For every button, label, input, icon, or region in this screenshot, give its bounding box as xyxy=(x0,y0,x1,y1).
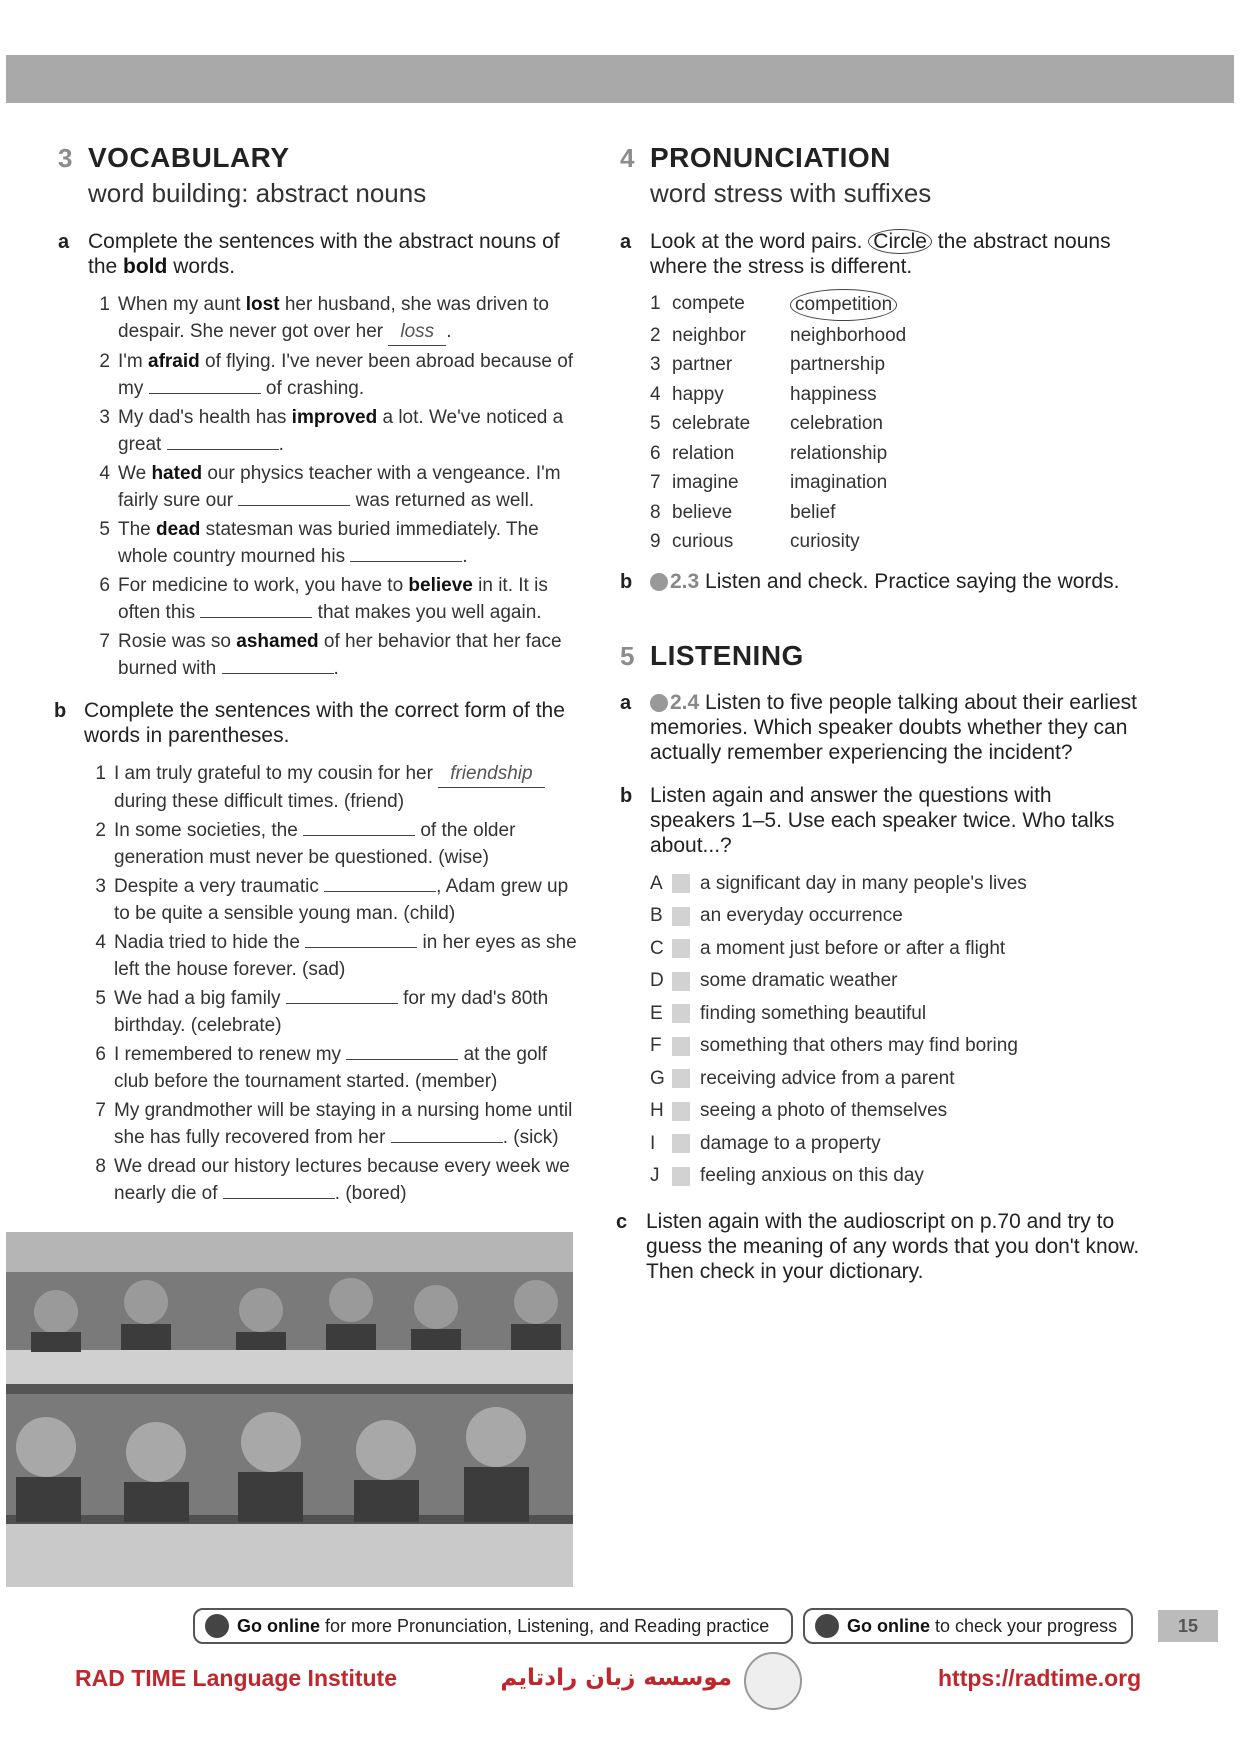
answer-blank[interactable] xyxy=(286,987,398,1004)
circled-answer: competition xyxy=(790,289,897,321)
list-item: 2 I'm afraid of flying. I've never been abroad because of my of crashing. xyxy=(99,351,574,399)
option-item: B an everyday occurrence xyxy=(650,905,903,926)
exercise-instruction: Complete the sentences with the correct form of the words in parentheses. xyxy=(84,699,565,747)
list-item: 1 I am truly grateful to my cousin for her friendship during these difficult times. (friend) xyxy=(84,760,578,815)
word-pair: 6 relation relationship xyxy=(650,442,888,464)
answer-blank[interactable] xyxy=(200,601,312,618)
page-number: 15 xyxy=(1158,1610,1218,1642)
website-link[interactable]: https://radtime.org xyxy=(938,1665,1142,1691)
answer-blank[interactable] xyxy=(167,433,279,450)
word-pair: 2 neighbor neighborhood xyxy=(650,324,907,346)
header-bar xyxy=(6,55,1234,103)
list-item: 5 The dead statesman was buried immediately. The whole country mourned his . xyxy=(99,519,539,567)
option-item: E finding something beautiful xyxy=(650,1002,927,1024)
pronunciation-section xyxy=(616,142,1140,1284)
answer-blank[interactable] xyxy=(222,657,334,674)
section-title: VOCABULARY xyxy=(88,142,290,173)
list-item: 3 My dad's health has improved a lot. We've noticed a great . xyxy=(99,407,564,455)
list-item: 6 I remembered to renew my at the golf club before the tournament started. (member) xyxy=(95,1044,548,1092)
exercise-5c xyxy=(616,1209,1140,1284)
list-item: 3 Despite a very traumatic , Adam grew up to be quite a sensible young man. (child) xyxy=(95,876,569,924)
section-header xyxy=(620,640,1140,672)
section-number: 3 xyxy=(58,143,73,173)
answer-box[interactable] xyxy=(672,972,690,991)
list-item: 4 We hated our physics teacher with a vengeance. I'm fairly sure our was returned as well. xyxy=(99,463,561,511)
word-pair: 8 believe belief xyxy=(650,501,836,523)
online-cursor-icon xyxy=(205,1614,229,1638)
exercise-letter: a xyxy=(620,231,632,253)
section-header xyxy=(620,142,1140,174)
answer-box[interactable] xyxy=(672,939,690,958)
exercise-letter: b xyxy=(620,570,633,593)
option-item: G receiving advice from a parent xyxy=(650,1067,955,1089)
answer-box[interactable] xyxy=(672,1069,690,1088)
answer-box[interactable] xyxy=(672,1167,690,1186)
answer-box[interactable] xyxy=(672,1037,690,1056)
word-pair: 4 happy happiness xyxy=(650,383,877,405)
list-item: 5 We had a big family for my dad's 80th birthday. (celebrate) xyxy=(95,988,549,1036)
list-item: 1 When my aunt lost her husband, she was driven to despair. She never got over her loss . xyxy=(88,291,578,346)
option-item: C a moment just before or after a flight xyxy=(650,937,1006,959)
option-item: H seeing a photo of themselves xyxy=(650,1100,948,1121)
answer-box[interactable] xyxy=(672,1102,690,1121)
section-number: 5 xyxy=(620,640,635,671)
exercise-instruction: Look at the word pairs. Circle the abstract nouns where the stress is different. xyxy=(650,230,1111,278)
exercise-instruction: Listen again with the audioscript on p.70 and try to guess the meaning of any words that you don't know. Then check in your dictionary. xyxy=(646,1209,1140,1283)
exercise-4b xyxy=(620,569,1140,594)
answer-blank[interactable] xyxy=(324,875,436,892)
section-title: LISTENING xyxy=(650,639,804,671)
word-pair: 5 celebrate celebration xyxy=(650,413,883,434)
option-item: J feeling anxious on this day xyxy=(650,1165,924,1186)
radtime-logo-icon xyxy=(744,1652,802,1710)
list-item: 7 My grandmother will be staying in a nursing home until she has fully recovered from her . (sick) xyxy=(95,1100,573,1148)
option-item: F something that others may find boring xyxy=(650,1035,1018,1056)
audio-icon[interactable] xyxy=(650,573,668,591)
exercise-3a xyxy=(58,229,578,684)
exercise-5a xyxy=(620,690,1140,765)
list-item: 6 For medicine to work, you have to believe in it. It is often this that makes you well again. xyxy=(99,575,548,623)
section-header xyxy=(58,142,578,174)
check-icon xyxy=(815,1614,839,1638)
answer-blank[interactable] xyxy=(223,1182,335,1199)
exercise-instruction: Complete the sentences with the abstract nouns of the bold words. xyxy=(88,230,560,278)
option-item: A a significant day in many people's lives xyxy=(650,872,1027,894)
answer-blank[interactable]: loss xyxy=(388,318,446,346)
option-item: D some dramatic weather xyxy=(650,970,898,991)
word-pairs xyxy=(650,289,1140,557)
listening-section xyxy=(616,639,1140,1284)
list-item: 4 Nadia tried to hide the in her eyes as she left the house forever. (sad) xyxy=(95,932,577,980)
answer-box[interactable] xyxy=(672,874,690,893)
answer-box[interactable] xyxy=(672,1004,690,1023)
list-item: 2 In some societies, the of the older generation must never be questioned. (wise) xyxy=(95,820,516,868)
answer-blank[interactable] xyxy=(346,1043,458,1060)
students-photo xyxy=(6,1232,573,1587)
word-pair: 9 curious curiosity xyxy=(650,531,860,552)
circle-word: Circle xyxy=(868,229,932,254)
exercise-instruction: Listen again and answer the questions with speakers 1–5. Use each speaker twice. Who talks about...? xyxy=(650,783,1115,857)
list-item: 8 We dread our history lectures because every week we nearly die of . (bored) xyxy=(95,1156,570,1204)
answer-blank[interactable] xyxy=(305,931,417,948)
list-item: 7 Rosie was so ashamed of her behavior that her face burned with . xyxy=(99,631,562,679)
exercise-5b xyxy=(620,783,1140,858)
go-online-progress-link[interactable]: Go online to check your progress xyxy=(803,1608,1133,1644)
exercise-3b-items xyxy=(84,760,578,1207)
exercise-3b xyxy=(54,698,578,1209)
answer-blank[interactable] xyxy=(350,545,462,562)
students-lecture-image xyxy=(6,1232,573,1587)
exercise-letter: b xyxy=(620,784,633,807)
section-subtitle: word building: abstract nouns xyxy=(88,178,427,208)
exercise-instruction: 2.4 Listen to five people talking about their earliest memories. Which speaker doubts whether they can actually remember experiencing the incident? xyxy=(650,690,1137,764)
vocabulary-section xyxy=(54,142,578,1209)
brand-name: RAD TIME Language Institute xyxy=(75,1665,397,1691)
word-pair: 3 partner partnership xyxy=(650,354,886,375)
exercise-3a-items xyxy=(88,291,578,682)
section-subtitle: word stress with suffixes xyxy=(650,178,932,208)
exercise-letter: a xyxy=(58,231,70,253)
answer-blank[interactable] xyxy=(238,489,350,506)
answer-blank[interactable] xyxy=(303,819,415,836)
answer-blank[interactable] xyxy=(149,377,261,394)
audio-icon[interactable] xyxy=(650,694,668,712)
section-title: PRONUNCIATION xyxy=(650,142,891,173)
speaker-options xyxy=(650,868,1140,1193)
exercise-letter: a xyxy=(620,691,632,714)
exercise-letter: c xyxy=(616,1210,628,1233)
option-item: I damage to a property xyxy=(650,1132,881,1154)
exercise-instruction: 2.3 Listen and check. Practice saying the words. xyxy=(650,569,1119,594)
answer-blank[interactable] xyxy=(391,1126,503,1143)
answer-blank[interactable]: friendship xyxy=(438,760,544,788)
word-pair: 1 compete competition xyxy=(650,289,1140,321)
section-number: 4 xyxy=(620,143,635,173)
word-pair: 7 imagine imagination xyxy=(650,472,888,493)
answer-box[interactable] xyxy=(672,907,690,926)
go-online-practice-link[interactable]: Go online for more Pronunciation, Listening, and Reading practice xyxy=(193,1608,793,1644)
exercise-letter: b xyxy=(54,700,67,722)
brand-name-persian: موسسه زبان رادتایم xyxy=(500,1665,732,1691)
answer-box[interactable] xyxy=(672,1134,690,1153)
exercise-4a xyxy=(620,229,1140,279)
